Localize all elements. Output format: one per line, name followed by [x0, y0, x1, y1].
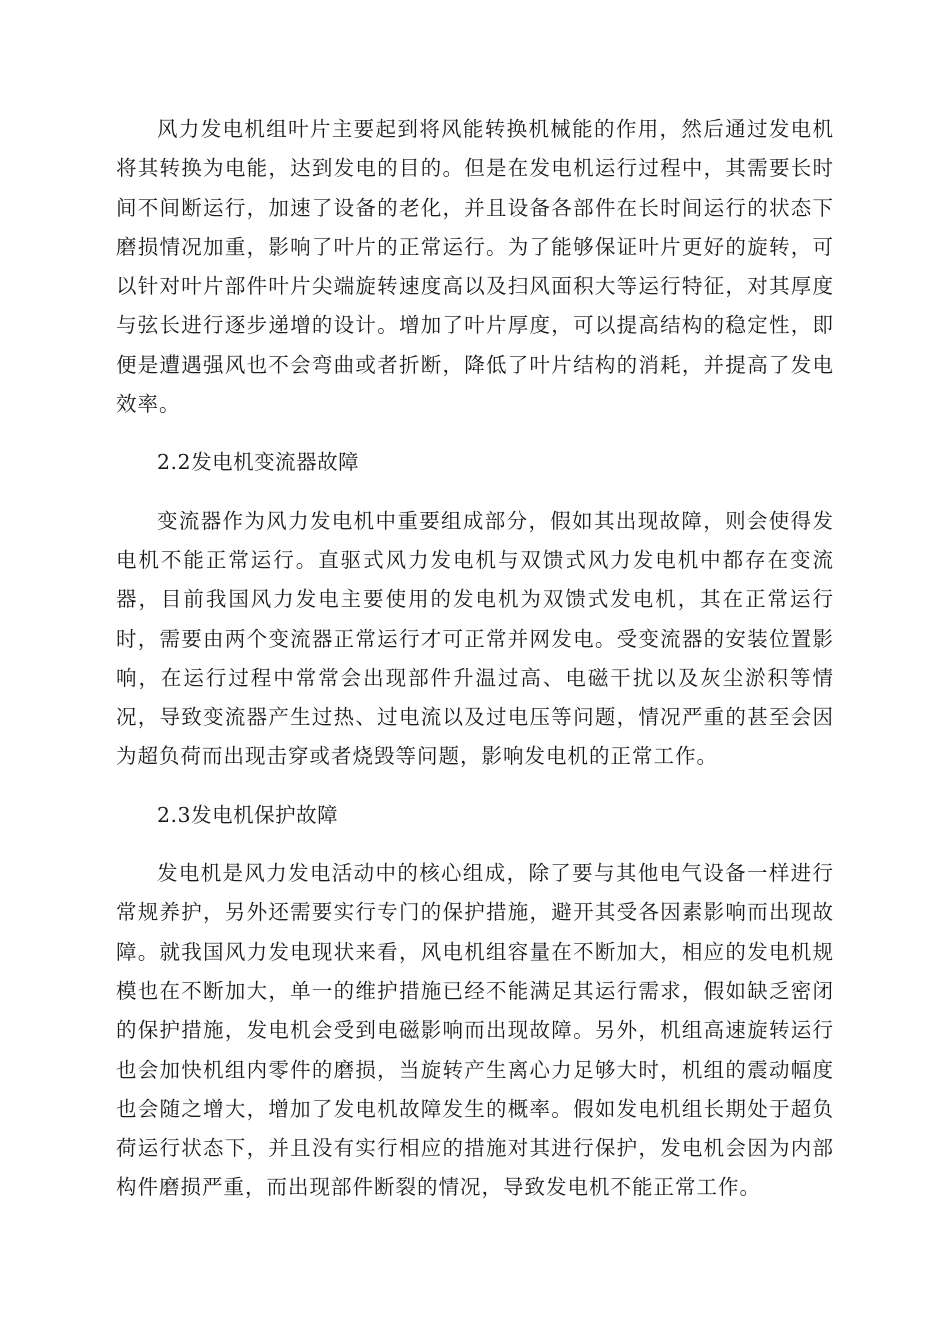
heading-spacer — [116, 835, 834, 854]
paragraph-protection: 发电机是风力发电活动中的核心组成，除了要与其他电气设备一样进行常规养护，另外还需要实行专门的保护措施，避开其受各因素影响而出现故障。就我国风力发电现状来看，风电机组容量在不断加大，相应的发电机规模也在不断加大，单一的维护措施已经不能满足其运行需求，假如缺乏密闭的保护措施，发电机会受到电磁影响而出现故障。另外，机组高速旋转运行也会加快机组内零件的磨损，当旋转产生离心力足够大时，机组的震动幅度也会随之增大，增加了发电机故障发生的概率。假如发电机组长期处于超负荷运行状态下，并且没有实行相应的措施对其进行保护，发电机会因为内部构件磨损严重，而出现部件断裂的情况，导致发电机不能正常工作。 — [116, 861, 834, 1200]
section-heading-2-2: 2.2发电机变流器故障 — [157, 450, 360, 475]
section-heading-2-3: 2.3发电机保护故障 — [157, 802, 339, 827]
document-body — [116, 110, 834, 1208]
heading-spacer — [116, 483, 834, 502]
paragraph-spacer — [116, 424, 834, 443]
paragraph-blade: 风力发电机组叶片主要起到将风能转换机械能的作用，然后通过发电机将其转换为电能，达到发电的目的。但是在发电机运行过程中，其需要长时间不间断运行，加速了设备的老化，并且设备各部件在长时间运行的状态下磨损情况加重，影响了叶片的正常运行。为了能够保证叶片更好的旋转，可以针对叶片部件叶片尖端旋转速度高以及扫风面积大等运行特征，对其厚度与弦长进行逐步递增的设计。增加了叶片厚度，可以提高结构的稳定性，即便是遭遇强风也不会弯曲或者折断，降低了叶片结构的消耗，并提高了发电效率。 — [116, 117, 834, 417]
paragraph-converter: 变流器作为风力发电机中重要组成部分，假如其出现故障，则会使得发电机不能正常运行。直驱式风力发电机与双馈式风力发电机中都存在变流器，目前我国风力发电主要使用的发电机为双馈式发电机，其在正常运行时，需要由两个变流器正常运行才可正常并网发电。受变流器的安装位置影响，在运行过程中常常会出现部件升温过高、电磁干扰以及灰尘淤积等情况，导致变流器产生过热、过电流以及过电压等问题，情况严重的甚至会因为超负荷而出现击穿或者烧毁等问题，影响发电机的正常工作。 — [116, 508, 834, 769]
paragraph-spacer — [116, 777, 834, 796]
